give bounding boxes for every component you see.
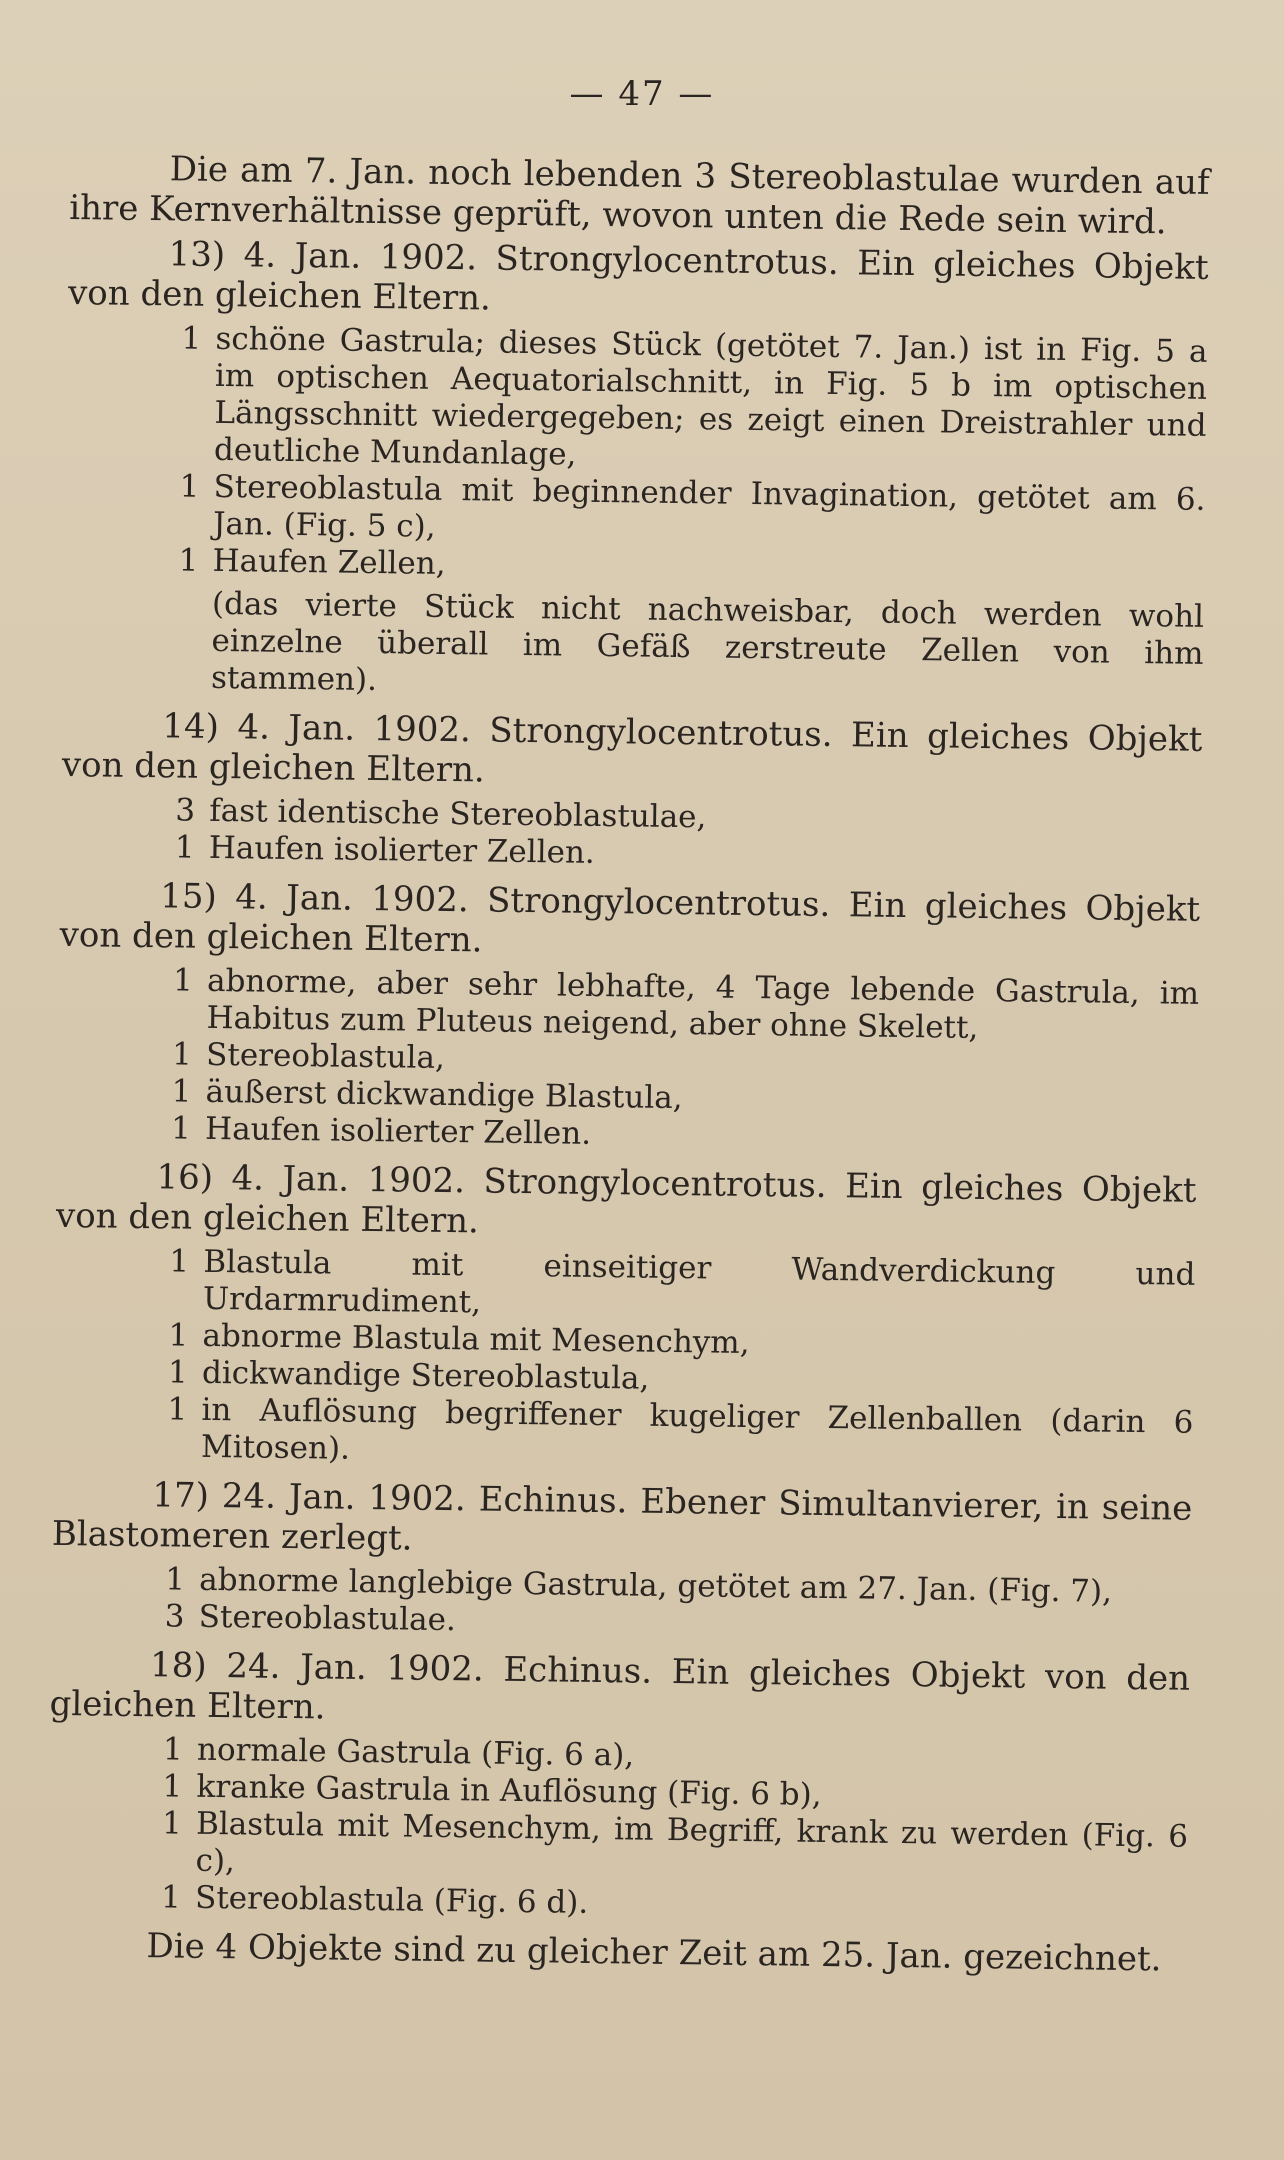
item-text: äußerst dickwandige Blastula, [205,1073,683,1117]
entry-list-13 [64,319,1207,593]
item-text: abnorme, aber sehr lebhafte, 4 Tage lebende Gastrula, im Habitus zum Pluteus neigend, aber ohne Skelett, [206,962,1200,1046]
item-count: 1 [169,1243,190,1280]
item-count: 1 [171,1036,193,1073]
item-count: 1 [172,962,194,999]
entry-heading-16: 16) 4. Jan. 1902. Strongylocentrotus. Ein gleiches Objekt von den gleichen Eltern. [55,1157,1197,1242]
item-text: Blastula mit Mesenchym, im Begriff, krank zu werden (Fig. 6 c), [195,1805,1189,1880]
item-count: 1 [174,829,195,866]
item-count: 3 [164,1598,185,1635]
item-count: 1 [170,1110,192,1147]
item-count: 1 [181,320,202,357]
item-text: normale Gastrula (Fig. 6 a), [196,1731,635,1774]
entry-heading-13: 13) 4. Jan. 1902. Strongylocentrotus. Ein gleiches Objekt von den gleichen Eltern. [67,234,1209,319]
entry-list-16 [53,1242,1196,1479]
item-count: 1 [167,1391,188,1428]
item-count: 1 [162,1768,183,1805]
item-count: 1 [178,542,199,579]
entry-list-14 [61,791,1202,880]
item-text: kranke Gastrula in Auflösung (Fig. 6 b), [196,1768,822,1813]
entry-heading-14: 14) 4. Jan. 1902. Strongylocentrotus. Ein gleiches Objekt von den gleichen Eltern. [61,706,1203,791]
item-text: Stereoblastula, [205,1036,446,1076]
item-count: 1 [179,468,200,505]
item-text: Stereoblastulae. [198,1598,457,1639]
entry-list-17 [51,1560,1192,1649]
page-body [46,148,1210,1985]
item-count: 3 [175,792,196,829]
entry-heading-18: 18) 24. Jan. 1902. Echinus. Ein gleiches Objekt von den gleichen Eltern. [49,1645,1191,1728]
item-count: 1 [160,1879,182,1916]
item-text: in Auflösung begriffener kugeliger Zellenballen (darin 6 Mitosen). [200,1391,1194,1467]
entry-list-18 [47,1730,1189,1930]
page-number: — 47 — [569,74,715,114]
item-count: 1 [168,1317,189,1354]
item-text: Haufen isolierter Zellen. [204,1110,592,1152]
item-count: 1 [165,1561,186,1598]
item-text: schöne Gastrula; dieses Stück (getötet 7. Jan.) ist in Fig. 5 a im optischen Aequatorialschnitt, in Fig. 5 b im optischen Längsschnitt wiedergegeben; es zeigt einen Dreistrahler und deutliche Mundanlage, [213,320,1208,473]
item-text: Stereoblastula mit beginnender Invagination, getötet am 6. Jan. (Fig. 5 c), [212,468,1206,545]
item-count: 1 [161,1805,183,1842]
closing-paragraph: Die 4 Objekte sind zu gleicher Zeit am 25. Jan. gezeichnet. [146,1926,1162,1980]
item-text: Blastula mit einseitiger Wandverdickung und Urdarmrudiment, [202,1243,1196,1321]
item-text: abnorme Blastula mit Mesenchym, [202,1317,750,1361]
item-text: Haufen isolierter Zellen. [208,829,596,871]
entry-list-15 [57,961,1199,1161]
entry-heading-17: 17) 24. Jan. 1902. Echinus. Ebener Simultanvierer, in seine Blastomeren zerlegt. [51,1475,1193,1559]
entry-note-13: (das vierte Stück nicht nachweisbar, doch werden wohl einzelne überall im Gefäß zerstreute Zellen von ihm stammen). [210,585,1205,699]
item-text: Stereoblastula (Fig. 6 d). [194,1879,589,1921]
entry-heading-15: 15) 4. Jan. 1902. Strongylocentrotus. Ein gleiches Objekt von den gleichen Eltern. [59,876,1201,961]
item-count: 1 [162,1731,184,1768]
list-item [66,319,1208,482]
item-count: 1 [167,1354,188,1391]
item-text: Haufen Zellen, [212,542,446,582]
intro-paragraph: Die am 7. Jan. noch lebenden 3 Stereoblastulae wurden auf ihre Kernverhältnisse geprüft, wovon unten die Rede sein wird. [68,149,1210,243]
item-text: abnorme langlebige Gastrula, getötet am 27. Jan. (Fig. 7), [199,1561,1113,1610]
item-text: fast identische Stereoblastulae, [209,792,707,836]
item-count: 1 [171,1073,192,1110]
item-text: dickwandige Stereoblastula, [201,1354,650,1397]
list-item [53,1390,1194,1479]
